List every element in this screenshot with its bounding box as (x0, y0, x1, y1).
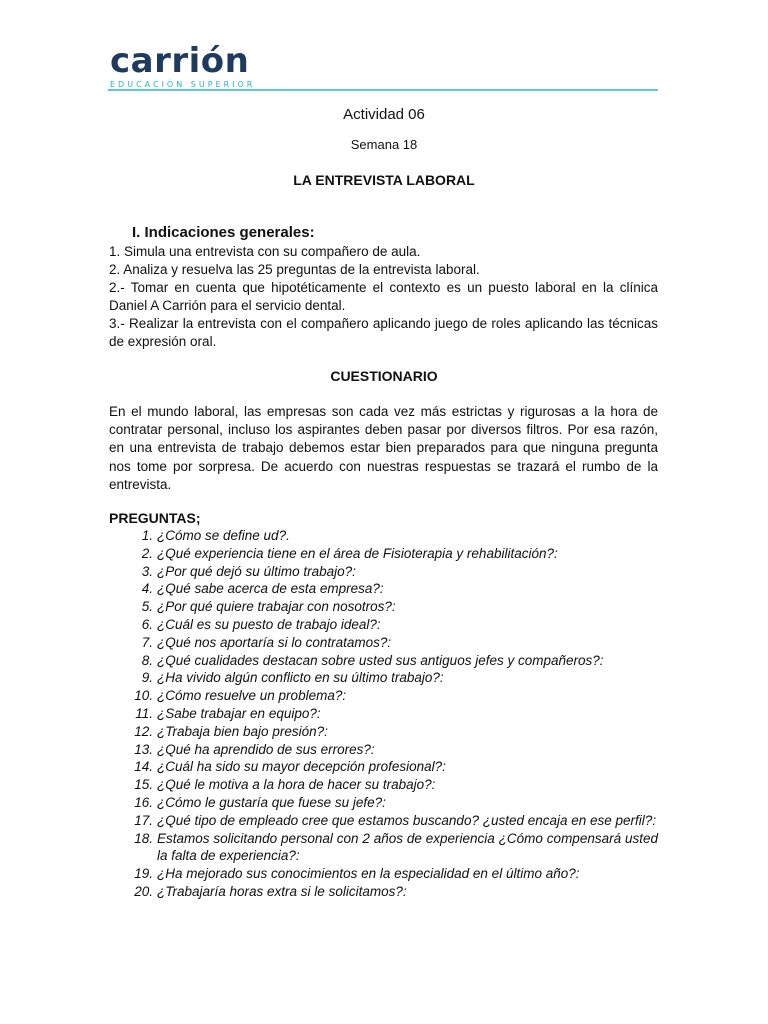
instruction-item: 2.- Tomar en cuenta que hipotéticamente el contexto es un puesto laboral en la clínica Daniel A Carrión para el servicio dental. (109, 280, 658, 313)
question-item (109, 634, 658, 652)
question-text: ¿Por qué dejó su último trabajo?: (157, 563, 356, 579)
question-text: ¿Qué le motiva a la hora de hacer su trabajo?: (157, 777, 436, 793)
question-text: ¿Sabe trabajar en equipo?: (157, 705, 321, 721)
quiz-heading: CUESTIONARIO (330, 368, 438, 384)
header-divider (108, 89, 658, 91)
question-item (109, 883, 658, 901)
question-number: 7. (141, 634, 153, 650)
question-number: 4. (141, 581, 153, 597)
question-item (109, 669, 658, 687)
question-number: 18. (134, 830, 153, 846)
question-text: ¿Cuál es su puesto de trabajo ideal?: (157, 616, 381, 632)
question-number: 19. (134, 866, 153, 882)
question-item (109, 776, 658, 794)
question-number: 12. (134, 723, 153, 739)
question-text: ¿Qué experiencia tiene en el área de Fisioterapia y rehabilitación?: (157, 545, 558, 561)
question-item (109, 580, 658, 598)
question-item (109, 741, 658, 759)
question-number: 9. (141, 670, 153, 686)
question-number: 16. (134, 794, 153, 810)
questions-list (109, 527, 658, 901)
question-item (109, 563, 658, 581)
question-item (109, 865, 658, 883)
question-text: ¿Trabaja bien bajo presión?: (157, 723, 328, 739)
question-text: ¿Por qué quiere trabajar con nosotros?: (157, 599, 396, 615)
intro-paragraph: En el mundo laboral, las empresas son cada vez más estrictas y rigurosas a la hora de contratar personal, incluso los aspirantes deben pasar por diversos filtros. Por esa razón, en una entrevista de trabajo debemos estar bien preparados para que ninguna pregunta nos tome por sorpresa. De acuerdo con nuestras respuestas se trazará el rumbo de la entrevista. (109, 404, 658, 492)
document-title: Actividad 06 (343, 106, 425, 123)
question-number: 2. (141, 545, 153, 561)
question-item (109, 527, 658, 545)
question-text: ¿Ha vivido algún conflicto en su último trabajo?: (157, 670, 444, 686)
question-text: ¿Cómo le gustaría que fuese su jefe?: (157, 794, 386, 810)
question-text: ¿Trabajaría horas extra si le solicitamos?: (157, 883, 407, 899)
question-number: 11. (135, 705, 153, 721)
question-number: 15. (134, 777, 153, 793)
question-text: ¿Qué cualidades destacan sobre usted sus antiguos jefes y compañeros?: (157, 652, 604, 668)
question-text: ¿Qué ha aprendido de sus errores?: (157, 741, 375, 757)
question-text: ¿Cuál ha sido su mayor decepción profesional?: (157, 759, 446, 775)
question-item (109, 598, 658, 616)
question-text: ¿Qué sabe acerca de esta empresa?: (157, 581, 384, 597)
logo-wordmark: carrión (110, 41, 250, 81)
question-item (109, 758, 658, 776)
instructions-heading: I. Indicaciones generales: (132, 224, 315, 241)
document-subtitle: LA ENTREVISTA LABORAL (293, 172, 475, 188)
question-number: 20. (134, 883, 153, 899)
question-item (109, 616, 658, 634)
question-item (109, 830, 658, 866)
question-number: 8. (141, 652, 153, 668)
question-item (109, 545, 658, 563)
question-item (109, 705, 658, 723)
instruction-item: 1. Simula una entrevista con su compañero de aula. (109, 244, 421, 259)
logo-subtitle: EDUCACIÓN SUPERIOR (110, 80, 256, 89)
question-text: Estamos solicitando personal con 2 años de experiencia ¿Cómo compensará usted la falta de experiencia?: (157, 830, 658, 864)
question-number: 10. (134, 688, 153, 704)
question-text: ¿Ha mejorado sus conocimientos en la especialidad en el último año?: (157, 866, 580, 882)
question-item (109, 687, 658, 705)
question-item (109, 723, 658, 741)
question-text: ¿Cómo se define ud?. (157, 528, 290, 543)
question-text: ¿Cómo resuelve un problema?: (157, 688, 347, 704)
question-number: 14. (134, 759, 153, 775)
question-number: 17. (134, 812, 153, 828)
instructions-list (109, 243, 658, 351)
question-item (109, 812, 658, 830)
question-number: 6. (141, 616, 153, 632)
question-item (109, 794, 658, 812)
question-number: 13. (134, 741, 153, 757)
question-number: 1. (141, 528, 153, 543)
brand-logo (110, 41, 256, 89)
question-text: ¿Qué nos aportaría si lo contratamos?: (157, 634, 392, 650)
questions-heading: PREGUNTAS; (109, 510, 201, 526)
instruction-item: 2. Analiza y resuelva las 25 preguntas de la entrevista laboral. (109, 262, 480, 277)
question-number: 3. (141, 563, 153, 579)
question-item (109, 652, 658, 670)
document-week: Semana 18 (350, 137, 418, 152)
instruction-item: 3.- Realizar la entrevista con el compañero aplicando juego de roles aplicando las técnicas de expresión oral. (109, 316, 658, 349)
question-number: 5. (141, 599, 153, 615)
question-text: ¿Qué tipo de empleado cree que estamos buscando? ¿usted encaja en ese perfil?: (157, 812, 657, 828)
